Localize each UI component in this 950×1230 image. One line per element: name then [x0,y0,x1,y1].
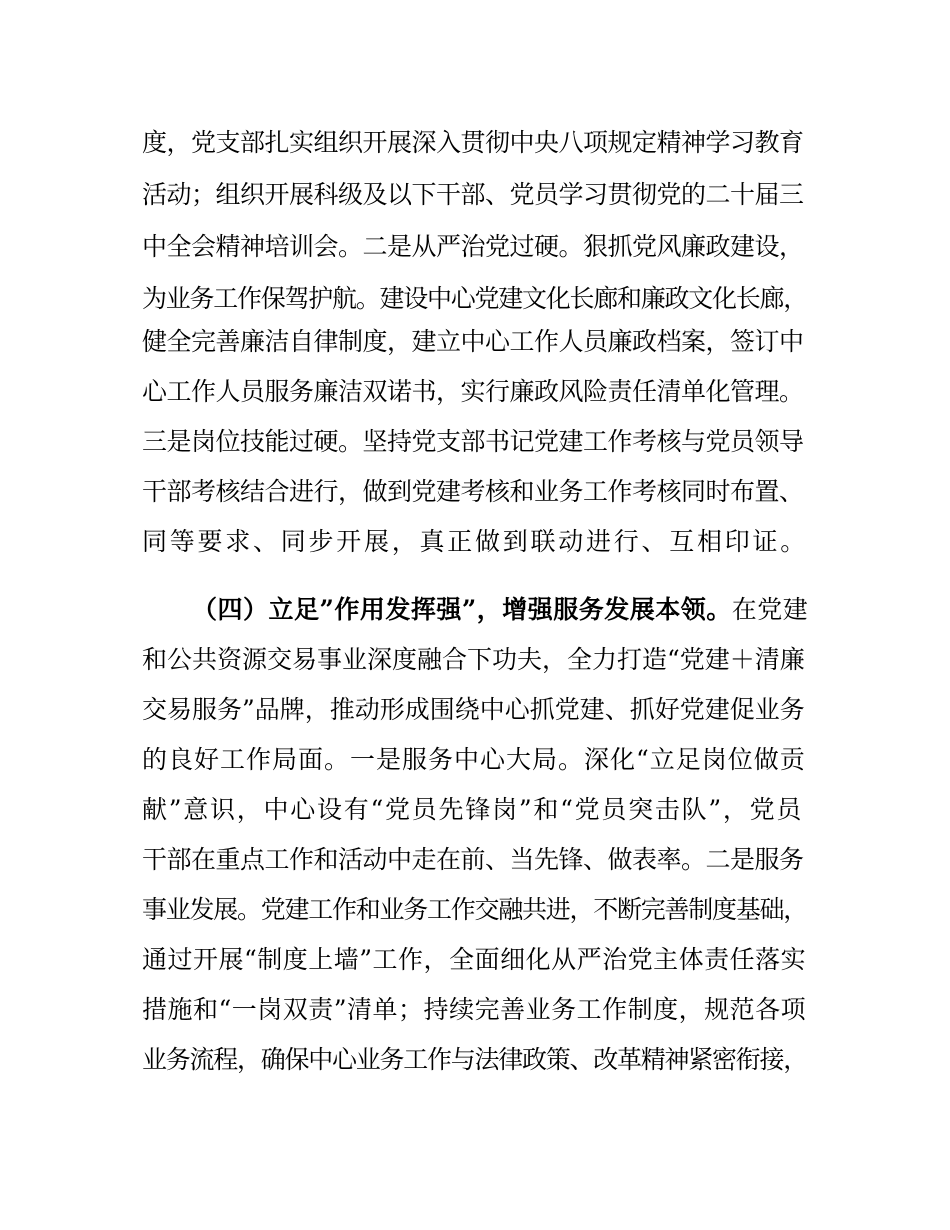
text-line: 措施和“一岗双责”清单；持续完善业务工作制度，规范各项 [142,995,807,1024]
text-line: 献”意识，中心设有“党员先锋岗”和“党员突击队”，党员 [142,795,804,824]
text-line: 和公共资源交易事业深度融合下功夫，全力打造“党建＋清廉 [142,645,805,674]
text-line: 干部在重点工作和活动中走在前、当先锋、做表率。二是服务 [142,845,804,874]
text-line: 业务流程，确保中心业务工作与法律政策、改革精神紧密衔接， [142,1045,808,1074]
text-line: 心工作人员服务廉洁双诺书，实行廉政风险责任清单化管理。 [142,377,804,406]
text-line: 三是岗位技能过硬。坚持党支部书记党建工作考核与党员领导 [142,427,804,456]
text-line: 交易服务”品牌，推动形成围绕中心抓党建、抓好党建促业务 [142,695,805,724]
heading-continuation: 在党建 [731,595,809,624]
text-line: 健全完善廉洁自律制度，建立中心工作人员廉政档案，签订中 [142,327,804,356]
text-line: 同等要求、同步开展，真正做到联动进行、互相印证。 [142,527,809,556]
text-line [192,595,808,625]
text-line: 的良好工作局面。一是服务中心大局。深化“立足岗位做贡 [142,745,806,774]
text-line: 为业务工作保驾护航。建设中心党建文化长廊和廉政文化长廊， [142,284,808,313]
text-line: 事业发展。党建工作和业务工作交融共进，不断完善制度基础， [142,895,808,924]
text-line: 中全会精神培训会。二是从严治党过硬。狠抓党风廉政建设， [142,232,804,261]
text-line: 活动；组织开展科级及以下干部、党员学习贯彻党的二十届三 [142,180,804,209]
text-line: 干部考核结合进行，做到党建考核和业务工作考核同时布置、 [142,477,804,506]
text-line: 通过开展“制度上墙”工作，全面细化从严治党主体责任落实 [142,945,807,974]
text-line: 度，党支部扎实组织开展深入贯彻中央八项规定精神学习教育 [142,128,804,157]
section-heading: （四）立足”作用发挥强”，增强服务发展本领。 [192,595,732,624]
